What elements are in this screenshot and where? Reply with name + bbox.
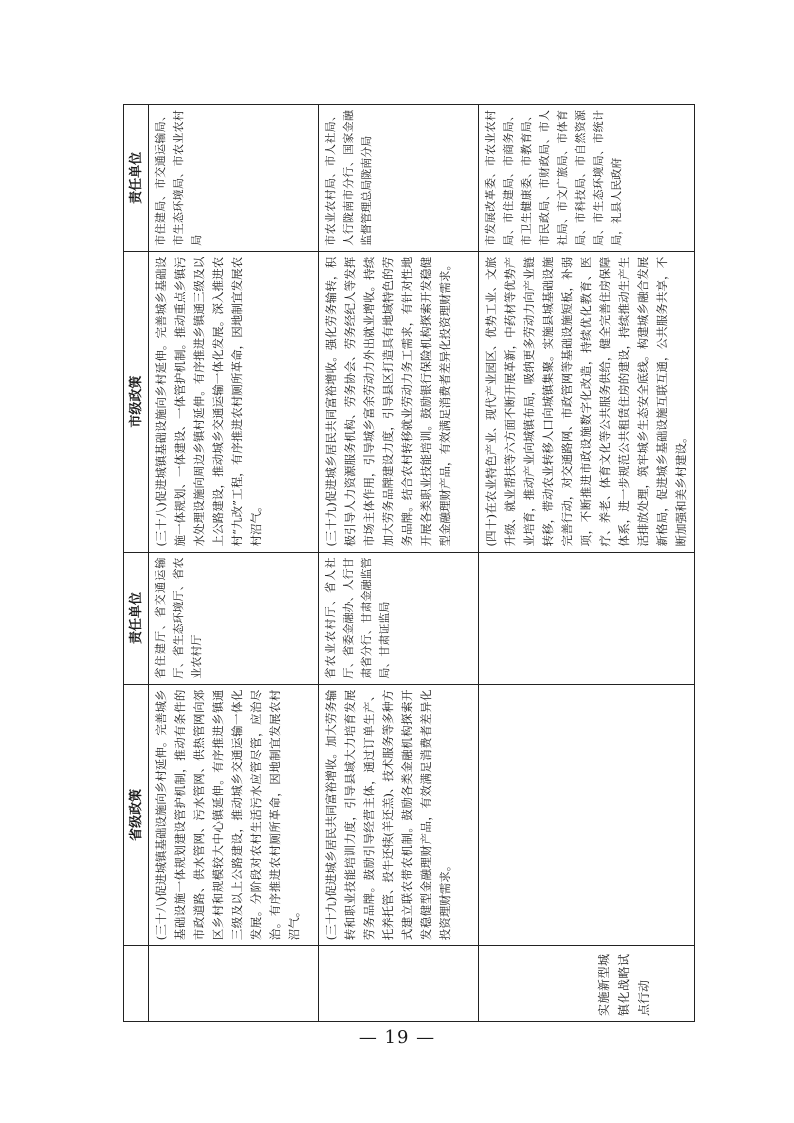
city-policy-cell: (四十)在农业特色产业、现代产业园区、优势工业、文旅升级、就业帮扶等六方面不断开展革新，中药材等优势产业培育，推动产业向城镇布局，吸纳更多劳动力向产业链转移，带动农业转移人口向城镇集聚。实施县城基础设施完善行动，对交通路网、市政管网等基础设施短板，补弱项，不断推进市政设施数字化改造，持续优化教育、医疗、养老、体育文化等公共服务供给，健全完善住房保障体系，进一步规范公共租赁住房的建设，持续推动生产生活排放处理，筑牢城乡生态安全底线。构建城乡融合发展新格局，促进城乡基础设施互联互通，公共服务共享，不断加强和美乡村建设。 bbox=[479, 251, 695, 552]
header-city-policy: 市级政策 bbox=[124, 251, 149, 552]
category-cell bbox=[149, 946, 319, 1022]
header-provincial-unit: 责任单位 bbox=[124, 552, 149, 684]
provincial-unit-cell bbox=[479, 552, 695, 684]
category-label: 实施新型城镇化战略试点行动 bbox=[597, 954, 651, 1016]
provincial-policy-cell: (三十九)促进城乡居民共同富裕增收。加大劳务输转和职业技能培训力度，引导县域大力培育发展劳务品牌。鼓励引导经营主体，通过订单生产、托养托管、投牛还犊(羊还羔)、技术服务等多种方式建立联农带农机制。鼓励各类金融机构探索开发稳健型金融理财产品，有效满足消费者差异化投资理财需求。 bbox=[319, 684, 479, 946]
city-unit-cell: 市住建局、市交通运输局、市生态环境局、市农业农村局 bbox=[149, 105, 319, 252]
city-unit-cell: 市农业农村局、市人社局、人行陇南市分行、国家金融监督管理总局陇南分局 bbox=[319, 105, 479, 252]
header-city-unit: 责任单位 bbox=[124, 105, 149, 252]
table-header-row bbox=[124, 105, 149, 1022]
page-number: — 19 — bbox=[358, 1027, 436, 1048]
city-unit-cell: 市发展改革委、市农业农村局、市住建局、市商务局、市卫生健康委、市教育局、市民政局、市财政局、市人社局、市文广旅局、市体育局、市科技局、市自然资源局、市生态环境局、市统计局，礼县人民政府 bbox=[479, 105, 695, 252]
provincial-policy-cell: (三十八)促进城镇基础设施向乡村延伸。完善城乡基础设施一体规划建设管护机制，推动有条件的市政道路、供水管网、污水管网、供热管网向郊区乡村和规模较大中心镇延伸。有序推进乡镇通三级及以上公路建设，推动城乡交通运输一体化发展。分阶段对农村生活污水应管尽管，应治尽治。有序推进农村厕所革命，因地制宜发展农村沼气。 bbox=[149, 684, 319, 946]
table-row bbox=[479, 105, 695, 1022]
provincial-policy-cell bbox=[479, 684, 695, 946]
header-category bbox=[124, 946, 149, 1022]
category-cell bbox=[319, 946, 479, 1022]
header-provincial-policy: 省级政策 bbox=[124, 684, 149, 946]
category-cell bbox=[479, 946, 695, 1022]
table-row bbox=[149, 105, 319, 1022]
provincial-unit-cell: 省农业农村厅、省人社厅、省委金融办、人行甘肃省分行、甘肃金融监管局、甘肃证监局 bbox=[319, 552, 479, 684]
rotated-policy-table bbox=[123, 104, 688, 1022]
city-policy-cell: (三十九)促进城乡居民共同富裕增收。强化劳务输转，积极引导人力资源服务机构、劳务协会、劳务经纪人等发挥市场主体作用，引导城乡富余劳动力外出就业增收。持续加大劳务品牌建设力度，引导县区打造具有地域特色的劳务品牌。结合农村转移就业劳动力务工需求，有针对性地开展各类职业技能培训。鼓励银行保险机构探索开发稳健型金融理财产品，有效满足消费者差异化投资理财需求。 bbox=[319, 251, 479, 552]
table-row bbox=[319, 105, 479, 1022]
policy-table bbox=[123, 104, 695, 1022]
provincial-unit-cell: 省住建厅、省交通运输厅、省生态环境厅、省农业农村厅 bbox=[149, 552, 319, 684]
city-policy-cell: (三十八)促进城镇基础设施向乡村延伸。完善城乡基础设施一体规划、一体建设、一体管护机制。推动重点乡镇污水处理设施向周边乡镇村延伸。有序推进乡镇通三级及以上公路建设，推动城乡交通运输一体化发展。深入推进农村“九改”工程，有序推进农村厕所革命，因地制宜发展农村沼气。 bbox=[149, 251, 319, 552]
